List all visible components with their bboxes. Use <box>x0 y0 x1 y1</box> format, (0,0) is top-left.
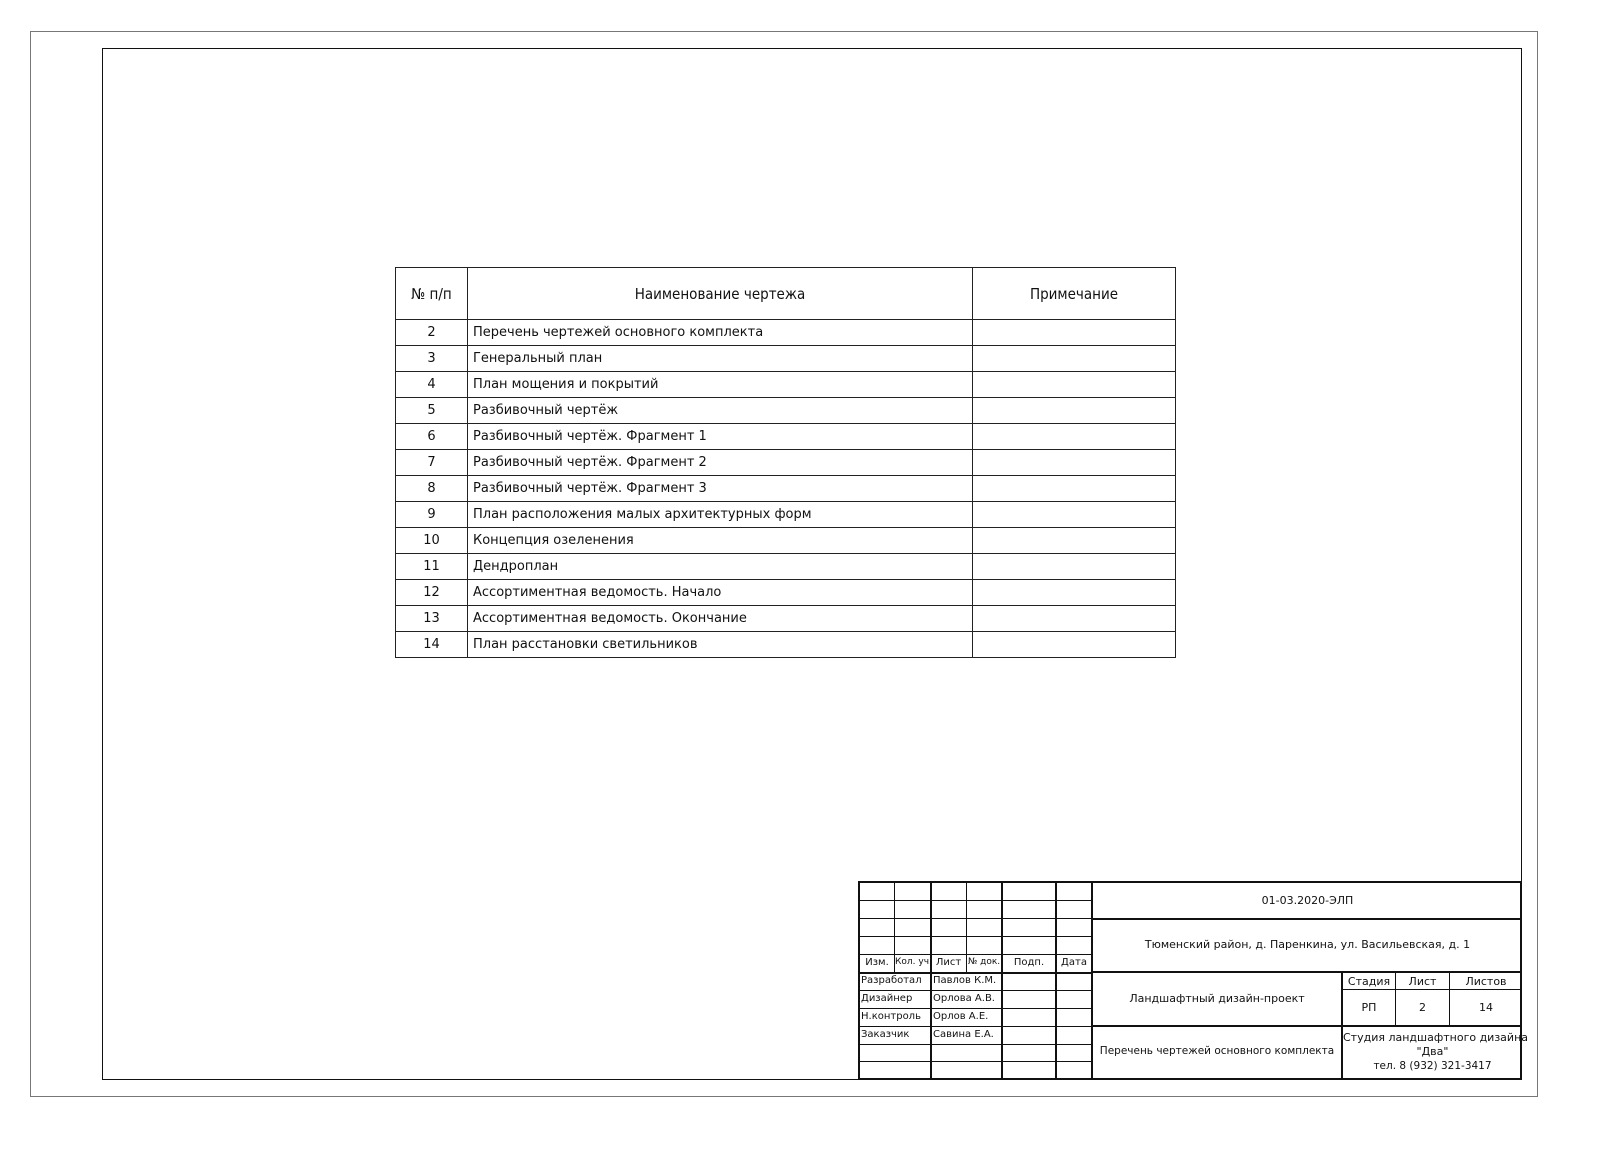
studio-name: Студия ландшафтного дизайна <box>1343 1031 1529 1044</box>
row-num: 6 <box>396 424 468 450</box>
row-note <box>973 424 1176 450</box>
row-num: 8 <box>396 476 468 502</box>
sheet-title: Перечень чертежей основного комплекта <box>1099 1045 1335 1057</box>
row-num: 5 <box>396 398 468 424</box>
table-row <box>396 398 1176 424</box>
sheets-label: Листов <box>1465 975 1507 988</box>
row-name: Перечень чертежей основного комплекта <box>468 320 973 346</box>
row-num: 10 <box>396 528 468 554</box>
row-name: План расстановки светильников <box>468 632 973 658</box>
name-developer: Павлов К.М. <box>933 975 997 986</box>
row-num: 7 <box>396 450 468 476</box>
row-name: План мощения и покрытий <box>468 372 973 398</box>
row-name: Концепция озеленения <box>468 528 973 554</box>
name-client: Савина Е.А. <box>933 1029 994 1040</box>
row-name: Ассортиментная ведомость. Окончание <box>468 606 973 632</box>
row-name: Разбивочный чертёж. Фрагмент 2 <box>468 450 973 476</box>
row-num: 4 <box>396 372 468 398</box>
row-note <box>973 398 1176 424</box>
name-designer: Орлова А.В. <box>933 993 995 1004</box>
row-num: 13 <box>396 606 468 632</box>
table-row <box>396 320 1176 346</box>
table-row <box>396 502 1176 528</box>
stage-value: РП <box>1361 1001 1377 1014</box>
drawing-list-table <box>395 267 1176 658</box>
table-row <box>396 632 1176 658</box>
row-name: Разбивочный чертёж. Фрагмент 3 <box>468 476 973 502</box>
sheets-value: 14 <box>1479 1001 1493 1014</box>
header-name: Наименование чертежа <box>468 268 973 320</box>
sheet-value: 2 <box>1419 1001 1426 1014</box>
row-num: 11 <box>396 554 468 580</box>
title-block <box>858 881 1529 1080</box>
col-list: Лист <box>935 957 962 968</box>
row-num: 3 <box>396 346 468 372</box>
row-note <box>973 528 1176 554</box>
row-note <box>973 320 1176 346</box>
role-developer: Разработал <box>861 975 922 986</box>
table-row <box>396 554 1176 580</box>
row-name: Разбивочный чертёж <box>468 398 973 424</box>
project-code: 01-03.2020-ЭЛП <box>1261 894 1354 907</box>
studio-name-quoted: "Два" <box>1416 1045 1449 1058</box>
col-podp: Подп. <box>1013 957 1045 968</box>
table-row <box>396 528 1176 554</box>
sheet-label: Лист <box>1408 975 1437 988</box>
row-num: 14 <box>396 632 468 658</box>
project-address: Тюменский район, д. Паренкина, ул. Васильевская, д. 1 <box>1144 938 1471 951</box>
stage-label: Стадия <box>1347 975 1391 988</box>
row-note <box>973 502 1176 528</box>
row-name: Ассортиментная ведомость. Начало <box>468 580 973 606</box>
col-data: Дата <box>1061 957 1087 968</box>
row-num: 9 <box>396 502 468 528</box>
row-note <box>973 346 1176 372</box>
row-name: Генеральный план <box>468 346 973 372</box>
row-name: Дендроплан <box>468 554 973 580</box>
table-row <box>396 450 1176 476</box>
col-kol: Кол. уч. <box>895 957 932 967</box>
role-designer: Дизайнер <box>861 993 913 1004</box>
row-note <box>973 632 1176 658</box>
row-name: Разбивочный чертёж. Фрагмент 1 <box>468 424 973 450</box>
header-num: № п/п <box>396 268 468 320</box>
row-num: 12 <box>396 580 468 606</box>
table-row <box>396 580 1176 606</box>
row-name: План расположения малых архитектурных форм <box>468 502 973 528</box>
name-norm-control: Орлов А.Е. <box>933 1011 989 1022</box>
table-header-row <box>396 268 1176 320</box>
table-row <box>396 424 1176 450</box>
row-note <box>973 606 1176 632</box>
role-norm-control: Н.контроль <box>861 1011 921 1022</box>
row-num: 2 <box>396 320 468 346</box>
table-row <box>396 606 1176 632</box>
row-note <box>973 372 1176 398</box>
col-ndok: № док. <box>967 957 1001 967</box>
table-row <box>396 476 1176 502</box>
row-note <box>973 580 1176 606</box>
table-row <box>396 346 1176 372</box>
project-name: Ландшафтный дизайн-проект <box>1129 992 1305 1005</box>
header-note: Примечание <box>973 268 1176 320</box>
row-note <box>973 476 1176 502</box>
row-note <box>973 554 1176 580</box>
role-client: Заказчик <box>861 1029 910 1040</box>
row-note <box>973 450 1176 476</box>
col-izm: Изм. <box>865 957 889 968</box>
studio-phone: тел. 8 (932) 321-3417 <box>1373 1060 1492 1072</box>
table-row <box>396 372 1176 398</box>
